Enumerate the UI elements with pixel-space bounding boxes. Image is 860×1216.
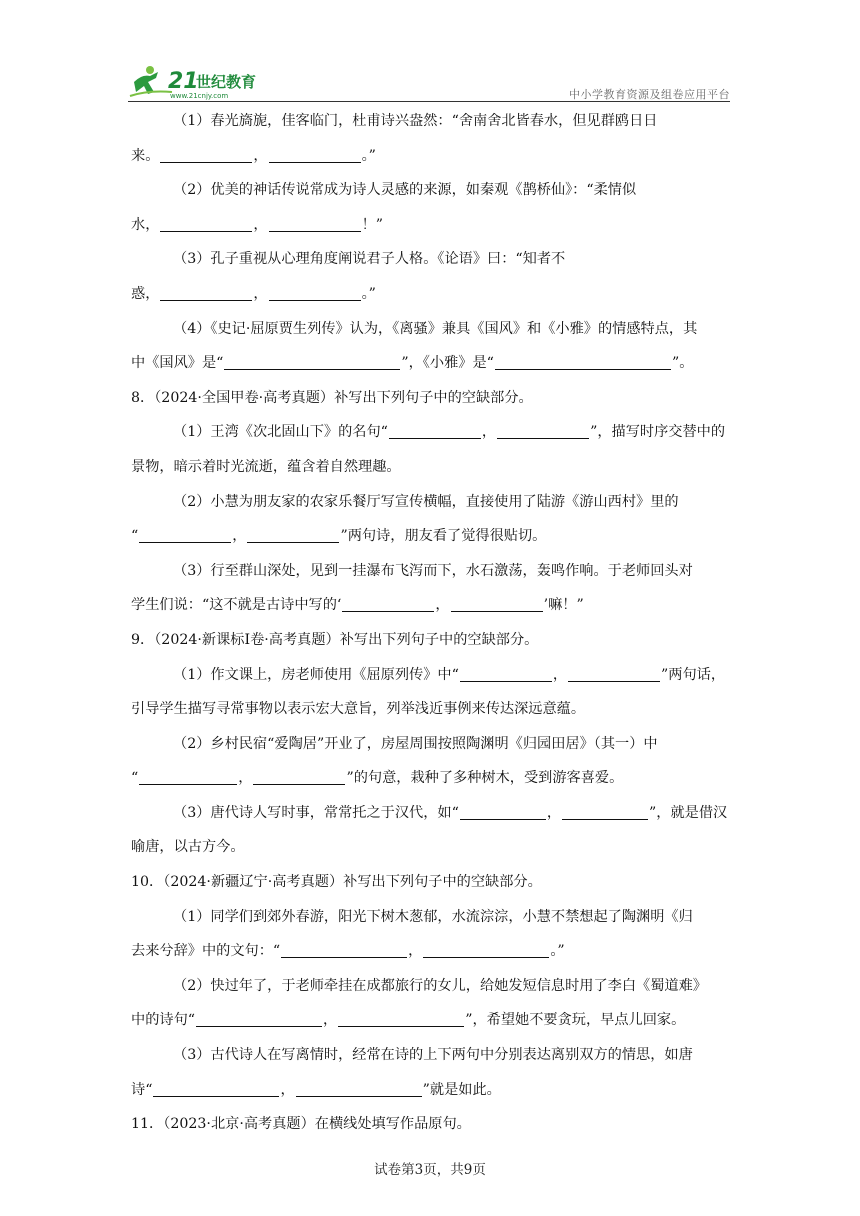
q9-item3-line1 <box>131 796 731 831</box>
q10-title <box>131 865 731 900</box>
q10-item2-line1 <box>131 969 731 1004</box>
question-content <box>131 104 731 1142</box>
text: 。” <box>550 943 565 960</box>
text: ”两句诗，朋友看了觉得很贴切。 <box>340 528 547 545</box>
q8-title <box>131 381 731 416</box>
text: ， <box>323 1012 338 1029</box>
text: 景物，暗示着时光流逝，蕴含着自然理趣。 <box>131 458 401 475</box>
q8-item2-line2 <box>131 519 731 554</box>
q11-title <box>131 1107 731 1142</box>
q8-item3-line1 <box>131 554 731 589</box>
text: 中的诗句“ <box>131 1012 196 1029</box>
text: 惑， <box>131 285 160 302</box>
q8-item1-line1 <box>131 415 731 450</box>
q8-item2-line1 <box>131 485 731 520</box>
q9-item2-line1 <box>131 727 731 762</box>
text: 引导学生描写寻常事物以表示宏大意旨，列举浅近事例来传达深远意蕴。 <box>131 701 586 718</box>
text: 诗“ <box>131 1081 153 1098</box>
header-divider <box>128 101 730 102</box>
platform-name: 中小学教育资源及组卷应用平台 <box>569 88 730 101</box>
q7-item4-line1 <box>131 312 731 347</box>
text: （2）快过年了，于老师牵挂在成都旅行的女儿，给她发短信息时用了李白《蜀道难》 <box>173 977 707 994</box>
text: ”的句意，栽种了多种树木，受到游客喜爱。 <box>346 770 624 787</box>
q8-item3-line2 <box>131 588 731 623</box>
text: ， <box>435 597 450 614</box>
text: ， <box>253 216 268 233</box>
text: （1）王湾《次北固山下》的名句“ <box>173 424 388 441</box>
text: （1）同学们到郊外春游，阳光下树木葱郁，水流淙淙，小慧不禁想起了陶渊明《归 <box>173 908 693 925</box>
answer-blank[interactable] <box>247 541 339 543</box>
svg-text:www.21cnjy.com: www.21cnjy.com <box>170 92 229 100</box>
page-header <box>128 62 730 102</box>
answer-blank[interactable] <box>389 437 481 439</box>
text: （2）小慧为朋友家的农家乐餐厅写宣传横幅，直接使用了陆游《游山西村》里的 <box>173 493 679 510</box>
q7-item2-line1 <box>131 173 731 208</box>
answer-blank[interactable] <box>253 783 345 785</box>
question-title: 8．（2024·全国甲卷·高考真题）补写出下列句子中的空缺部分。 <box>131 389 533 406</box>
text: ”，就是借汉 <box>649 804 728 821</box>
text: ， <box>238 770 253 787</box>
text: ”两句话， <box>661 666 726 683</box>
text: 去来兮辞》中的文句：“ <box>131 943 281 960</box>
text: ， <box>232 528 247 545</box>
text: ”就是如此。 <box>422 1081 501 1098</box>
q9-title <box>131 623 731 658</box>
q10-item1-line1 <box>131 900 731 935</box>
answer-blank[interactable] <box>160 299 252 301</box>
text: ’嘛！” <box>543 597 584 614</box>
q8-item1-line2 <box>131 450 731 485</box>
answer-blank[interactable] <box>269 230 361 232</box>
text: ， <box>546 804 562 821</box>
q9-item3-line2 <box>131 830 731 865</box>
answer-blank[interactable] <box>568 680 660 682</box>
text: ， <box>253 147 268 164</box>
text: “ <box>131 528 139 545</box>
text: 学生们说：“这不就是古诗中写的‘ <box>131 597 342 614</box>
answer-blank[interactable] <box>338 1025 464 1027</box>
answer-blank[interactable] <box>153 1095 279 1097</box>
text: （3）孔子重视从心理角度阐说君子人格。《论语》曰：“知者不 <box>173 251 566 268</box>
text: （3）行至群山深处，见到一挂瀑布飞泻而下，水石激荡，轰鸣作响。于老师回头对 <box>173 562 693 579</box>
answer-blank[interactable] <box>139 783 237 785</box>
q9-item1-line1 <box>131 658 731 693</box>
q10-item3-line2 <box>131 1073 731 1108</box>
text: 水， <box>131 216 160 233</box>
q10-item1-line2 <box>131 934 731 969</box>
question-title: 10．（2024·新疆辽宁·高考真题）补写出下列句子中的空缺部分。 <box>131 874 542 891</box>
q7-item3-line1 <box>131 242 731 277</box>
answer-blank[interactable] <box>495 368 671 370</box>
text: “ <box>131 770 139 787</box>
answer-blank[interactable] <box>224 368 400 370</box>
text: （2）优美的神话传说常成为诗人灵感的来源，如秦观《鹊桥仙》：“柔情似 <box>173 182 637 199</box>
text: （3）唐代诗人写时事，常常托之于汉代，如“ <box>173 804 459 821</box>
text: （1）春光旖旎，佳客临门，杜甫诗兴盎然：“舍南舍北皆春水，但见群鸥日日 <box>173 113 658 129</box>
text: ”，《小雅》是“ <box>401 355 494 372</box>
q10-item2-line2 <box>131 1003 731 1038</box>
answer-blank[interactable] <box>342 610 434 612</box>
answer-blank[interactable] <box>562 818 648 820</box>
page-footer: 试卷第3页，共9页 <box>374 1162 486 1178</box>
answer-blank[interactable] <box>139 541 231 543</box>
text: ”，描写时序交替中的 <box>590 424 726 441</box>
answer-blank[interactable] <box>160 161 252 163</box>
q7-item3-line2 <box>131 277 731 312</box>
q10-item3-line1 <box>131 1038 731 1073</box>
text: 喻唐，以古方今。 <box>131 839 245 856</box>
logo <box>128 62 278 102</box>
text: ， <box>280 1081 295 1098</box>
text: （1）作文课上，房老师使用《屈原列传》中“ <box>173 666 459 683</box>
q9-item1-line2 <box>131 692 731 727</box>
answer-blank[interactable] <box>160 230 252 232</box>
text: ， <box>408 943 423 960</box>
svg-text:世纪教育: 世纪教育 <box>196 73 257 91</box>
question-title: 9．（2024·新课标Ⅰ卷·高考真题）补写出下列句子中的空缺部分。 <box>131 631 539 648</box>
q9-item2-line2 <box>131 761 731 796</box>
q7-item1-line1 <box>131 104 731 139</box>
q7-item4-line2 <box>131 346 731 381</box>
q7-item1-line2 <box>131 139 731 174</box>
text: （2）乡村民宿“爱陶居”开业了，房屋周围按照陶渊明《归园田居》（其一）中 <box>173 735 658 752</box>
text: ， <box>481 424 497 441</box>
answer-blank[interactable] <box>460 680 552 682</box>
text: ”，希望她不要贪玩，早点儿回家。 <box>465 1012 686 1029</box>
answer-blank[interactable] <box>269 299 361 301</box>
text: （4）《史记·屈原贾生列传》认为，《离骚》兼具《国风》和《小雅》的情感特点，其 <box>173 320 698 337</box>
text: ”。 <box>671 355 694 372</box>
answer-blank[interactable] <box>497 437 589 439</box>
text: ， <box>552 666 568 683</box>
text: ！” <box>361 216 384 233</box>
answer-blank[interactable] <box>281 956 407 958</box>
answer-blank[interactable] <box>296 1095 422 1097</box>
q7-item2-line2 <box>131 208 731 243</box>
answer-blank[interactable] <box>423 956 549 958</box>
text: （3）古代诗人在写离情时，经常在诗的上下两句中分别表达离别双方的情思，如唐 <box>173 1047 693 1064</box>
logo-runner-icon <box>128 62 278 102</box>
text: 来。 <box>131 147 160 164</box>
text: 中《国风》是“ <box>131 355 224 372</box>
answer-blank[interactable] <box>460 818 546 820</box>
answer-blank[interactable] <box>269 161 361 163</box>
answer-blank[interactable] <box>196 1025 322 1027</box>
text: 。” <box>361 285 376 302</box>
question-title: 11．（2023·北京·高考真题）在横线处填写作品原句。 <box>131 1116 471 1133</box>
text: 。” <box>361 147 376 164</box>
svg-text:21: 21 <box>168 69 199 94</box>
text: ， <box>253 285 268 302</box>
answer-blank[interactable] <box>451 610 543 612</box>
